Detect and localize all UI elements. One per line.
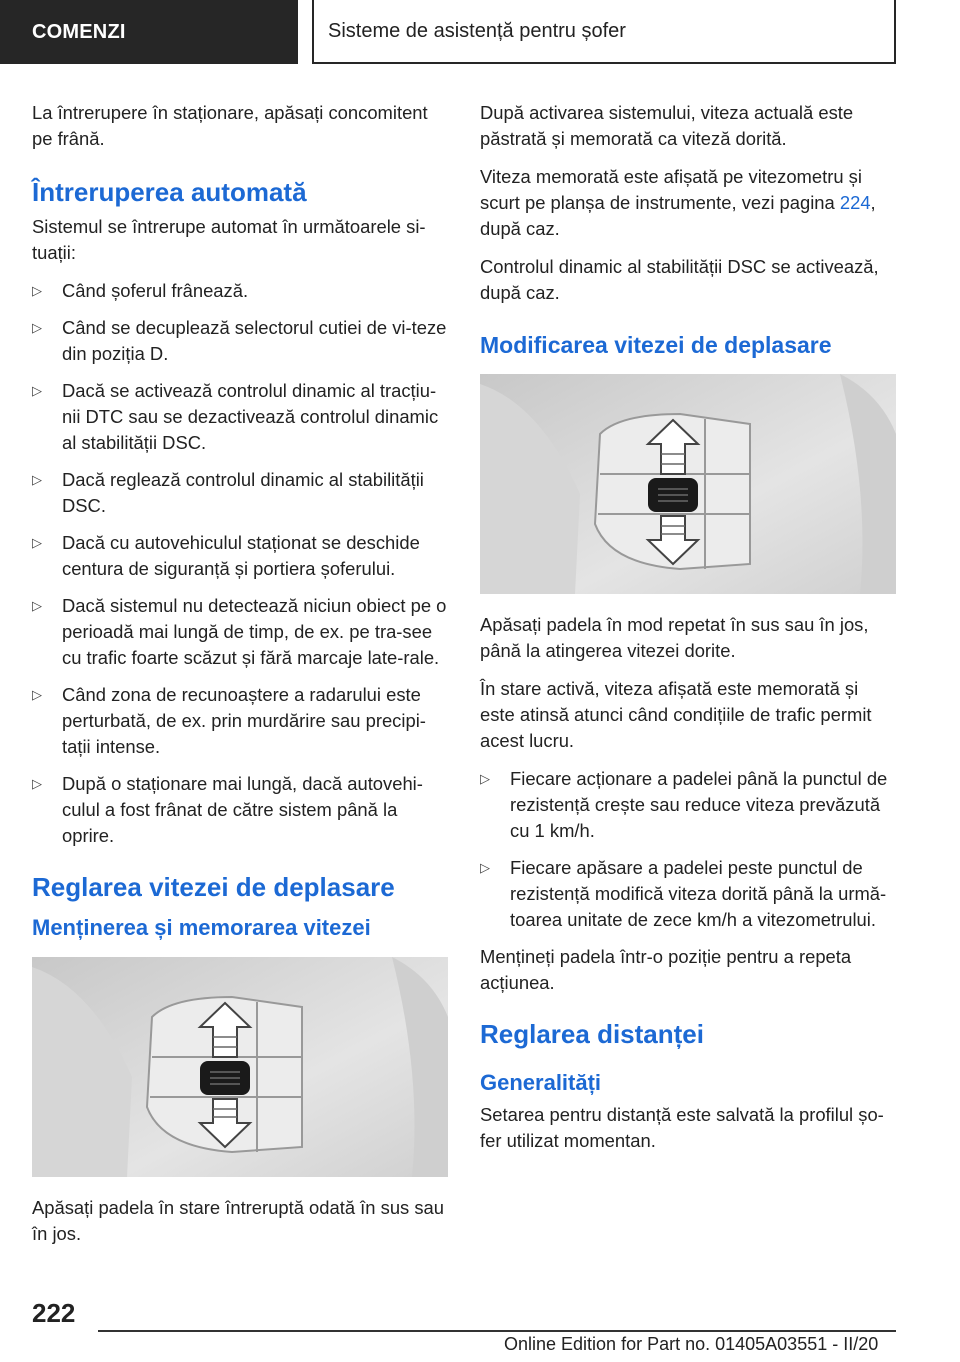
list-item: ▷ Fiecare acționare a padelei până la punctul de rezistență crește sau reduce viteza prevăzută cu 1 km/h. xyxy=(480,768,888,841)
list-item: ▷ Dacă sistemul nu detectează niciun obiect pe o perioadă mai lungă de timp, de ex. pe tra-see cu trafic foarte scăzut și fără marcaje late-rale. xyxy=(32,595,447,668)
distance-heading: Reglarea distanței xyxy=(480,1019,704,1049)
triangle-bullet-icon: ▷ xyxy=(32,535,42,550)
page-reference-link[interactable]: 224 xyxy=(839,192,871,213)
triangle-bullet-icon: ▷ xyxy=(32,598,42,613)
memory-paragraph: Viteza memorată este afișată pe vitezometru și scurt pe planșa de instrumente, vezi pagina 224, după caz. xyxy=(480,166,876,239)
triangle-bullet-icon: ▷ xyxy=(32,383,42,398)
page-header xyxy=(0,0,960,66)
modify-list xyxy=(480,766,898,933)
page-number: 222 xyxy=(32,1298,76,1328)
right-column xyxy=(480,100,898,1166)
section-tab: COMENZI xyxy=(0,0,298,64)
chapter-title: Sisteme de asistență pentru șofer xyxy=(312,0,896,64)
general-paragraph: Setarea pentru distanță este salvată la profilul șo-fer utilizat momentan. xyxy=(480,1104,884,1151)
hold-speed-heading: Menținerea și memorarea vitezei xyxy=(32,915,371,940)
triangle-bullet-icon: ▷ xyxy=(32,472,42,487)
list-item: ▷ Fiecare apăsare a padelei peste punctul de rezistență modifică viteza dorită până la urmă-toarea unitate de zece km/h a vitezometrului. xyxy=(480,857,887,930)
triangle-bullet-icon: ▷ xyxy=(32,320,42,335)
triangle-bullet-icon: ▷ xyxy=(480,771,490,786)
modify-caption: Apăsați padela în mod repetat în sus sau în jos, până la atingerea vitezei dorite. xyxy=(480,614,869,661)
auto-interrupt-list xyxy=(32,278,450,849)
list-item: ▷ Când șoferul frânează. xyxy=(32,278,450,304)
speed-heading: Reglarea vitezei de deplasare xyxy=(32,872,395,902)
list-item: ▷ Dacă se activează controlul dinamic al tracțiu-nii DTC sau se dezactivează controlul dinamic al stabilității DSC. xyxy=(32,380,439,453)
auto-interrupt-heading: Întreruperea automată xyxy=(32,177,307,207)
steering-wheel-paddle-figure-2 xyxy=(480,374,896,594)
active-state-paragraph: În stare activă, viteza afișată este memorată și este atinsă atunci când condițiile de trafic permit acest lucru. xyxy=(480,678,872,751)
steering-wheel-paddle-figure xyxy=(32,957,448,1177)
modify-speed-heading: Modificarea vitezei de deplasare xyxy=(480,332,832,358)
list-item: ▷ Dacă cu autovehiculul staționat se deschide centura de siguranță și portiera șoferului. xyxy=(32,532,420,579)
list-item: ▷ Când se decuplează selectorul cutiei de vi-teze din poziția D. xyxy=(32,317,447,364)
auto-interrupt-text: Sistemul se întrerupe automat în următoarele si-tuații: xyxy=(32,216,426,263)
edition-text: Online Edition for Part no. 01405A03551 - II/20 xyxy=(504,1334,879,1354)
list-item: ▷ Când zona de recunoaștere a radarului este perturbată, de ex. prin murdărire sau precipi-tații intense. xyxy=(32,684,426,757)
triangle-bullet-icon: ▷ xyxy=(32,283,42,298)
footer-divider xyxy=(98,1330,896,1332)
triangle-bullet-icon: ▷ xyxy=(480,860,490,875)
list-item: ▷ După o staționare mai lungă, dacă autovehi-culul a fost frânat de către sistem până la oprire. xyxy=(32,773,423,846)
dsc-paragraph: Controlul dinamic al stabilității DSC se activează, după caz. xyxy=(480,256,879,303)
repeat-paragraph: Mențineți padela într-o poziție pentru a repeta acțiunea. xyxy=(480,946,852,993)
triangle-bullet-icon: ▷ xyxy=(32,687,42,702)
activation-paragraph: După activarea sistemului, viteza actuală este păstrată și memorată ca viteză dorită. xyxy=(480,102,854,149)
list-item: ▷ Dacă reglează controlul dinamic al stabilității DSC. xyxy=(32,469,424,516)
left-column xyxy=(32,100,450,1259)
general-heading: Generalități xyxy=(480,1070,602,1095)
triangle-bullet-icon: ▷ xyxy=(32,776,42,791)
hold-caption: Apăsați padela în stare întreruptă odată în sus sau în jos. xyxy=(32,1197,445,1244)
intro-paragraph: La întrerupere în staționare, apăsați concomitent pe frână. xyxy=(32,102,428,149)
